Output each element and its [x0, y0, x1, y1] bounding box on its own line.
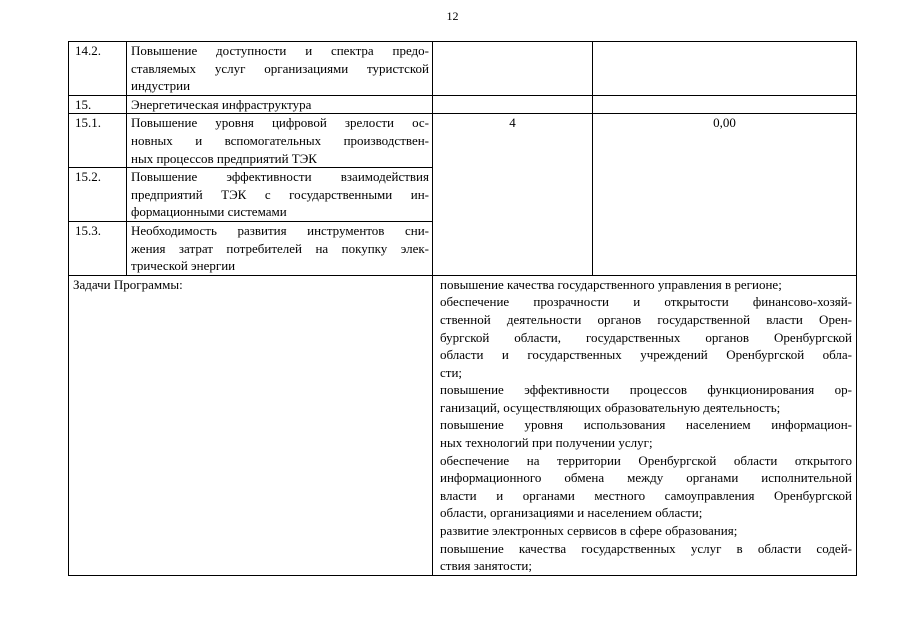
- row-text: [127, 168, 433, 222]
- tasks-row: [69, 275, 857, 575]
- task-line: области, организациями и населением области;: [440, 505, 703, 521]
- tasks-label: Задачи Программы:: [69, 275, 433, 575]
- value-cell: [593, 95, 857, 114]
- value-cell: [433, 95, 593, 114]
- table-row: [69, 95, 857, 114]
- table-row: [69, 114, 857, 168]
- value-cell: [433, 42, 593, 96]
- task-line: ных технологий при получении услуг;: [440, 435, 653, 451]
- row-text-line: ных процессов предприятий ТЭК: [131, 150, 317, 166]
- row-number: 15.1.: [69, 114, 127, 168]
- task-line: повышение качества государственных услуг в области содей-: [440, 540, 852, 556]
- indicator-value: 4: [433, 114, 593, 275]
- row-text: [127, 114, 433, 168]
- row-text-line: Повышение эффективности взаимодействия: [131, 169, 429, 185]
- row-text-line: формационными системами: [131, 204, 287, 220]
- task-line: повышение эффективности процессов функционирования ор-: [440, 382, 852, 398]
- task-line: власти и органами местного самоуправления Оренбургской: [440, 487, 852, 503]
- indicator-amount: 0,00: [593, 114, 857, 275]
- task-line: ганизаций, осуществляющих образовательную деятельность;: [440, 399, 781, 415]
- task-line: повышение уровня использования населением информацион-: [440, 417, 852, 433]
- row-text-line: Необходимость развития инструментов сни-: [131, 222, 429, 238]
- row-number: 14.2.: [69, 42, 127, 96]
- task-line: сти;: [440, 364, 463, 380]
- row-text-line: индустрии: [131, 78, 191, 94]
- row-text: [127, 95, 433, 114]
- task-line: обеспечение на территории Оренбургской области открытого: [440, 452, 852, 468]
- row-text-line: предприятий ТЭК с государственными ин-: [131, 186, 429, 202]
- row-text: [127, 221, 433, 275]
- table-row: [69, 42, 857, 96]
- task-line: бургской области, государственных органов Оренбургской: [440, 329, 852, 345]
- row-text: [127, 42, 433, 96]
- value-cell: [593, 42, 857, 96]
- task-line: развитие электронных сервисов в сфере образования;: [440, 523, 738, 539]
- row-text-line: Повышение уровня цифровой зрелости ос-: [131, 115, 429, 131]
- task-line: области и государственных учреждений Оренбургской обла-: [440, 347, 852, 363]
- task-line: информационного обмена между органами исполнительной: [440, 470, 852, 486]
- row-text-line: трической энергии: [131, 258, 236, 274]
- page-number: 12: [446, 9, 459, 23]
- row-text-line: жения затрат потребителей на покупку элек-: [131, 240, 429, 256]
- task-line: обеспечение прозрачности и открытости финансово-хозяй-: [440, 294, 852, 310]
- tasks-text: [433, 275, 857, 575]
- row-text-line: Энергетическая инфраструктура: [131, 96, 312, 112]
- task-line: ственной деятельности органов государственной власти Орен-: [440, 311, 852, 327]
- row-number: 15.2.: [69, 168, 127, 222]
- row-text-line: новных и вспомогательных производствен-: [131, 132, 429, 148]
- program-table: [68, 41, 857, 576]
- task-line: ствия занятости;: [440, 558, 532, 574]
- row-number: 15.: [69, 95, 127, 114]
- row-text-line: ставляемых услуг организациями туристской: [131, 60, 429, 76]
- row-number: 15.3.: [69, 221, 127, 275]
- row-text-line: Повышение доступности и спектра предо-: [131, 43, 429, 58]
- task-line: повышение качества государственного управления в регионе;: [440, 276, 782, 292]
